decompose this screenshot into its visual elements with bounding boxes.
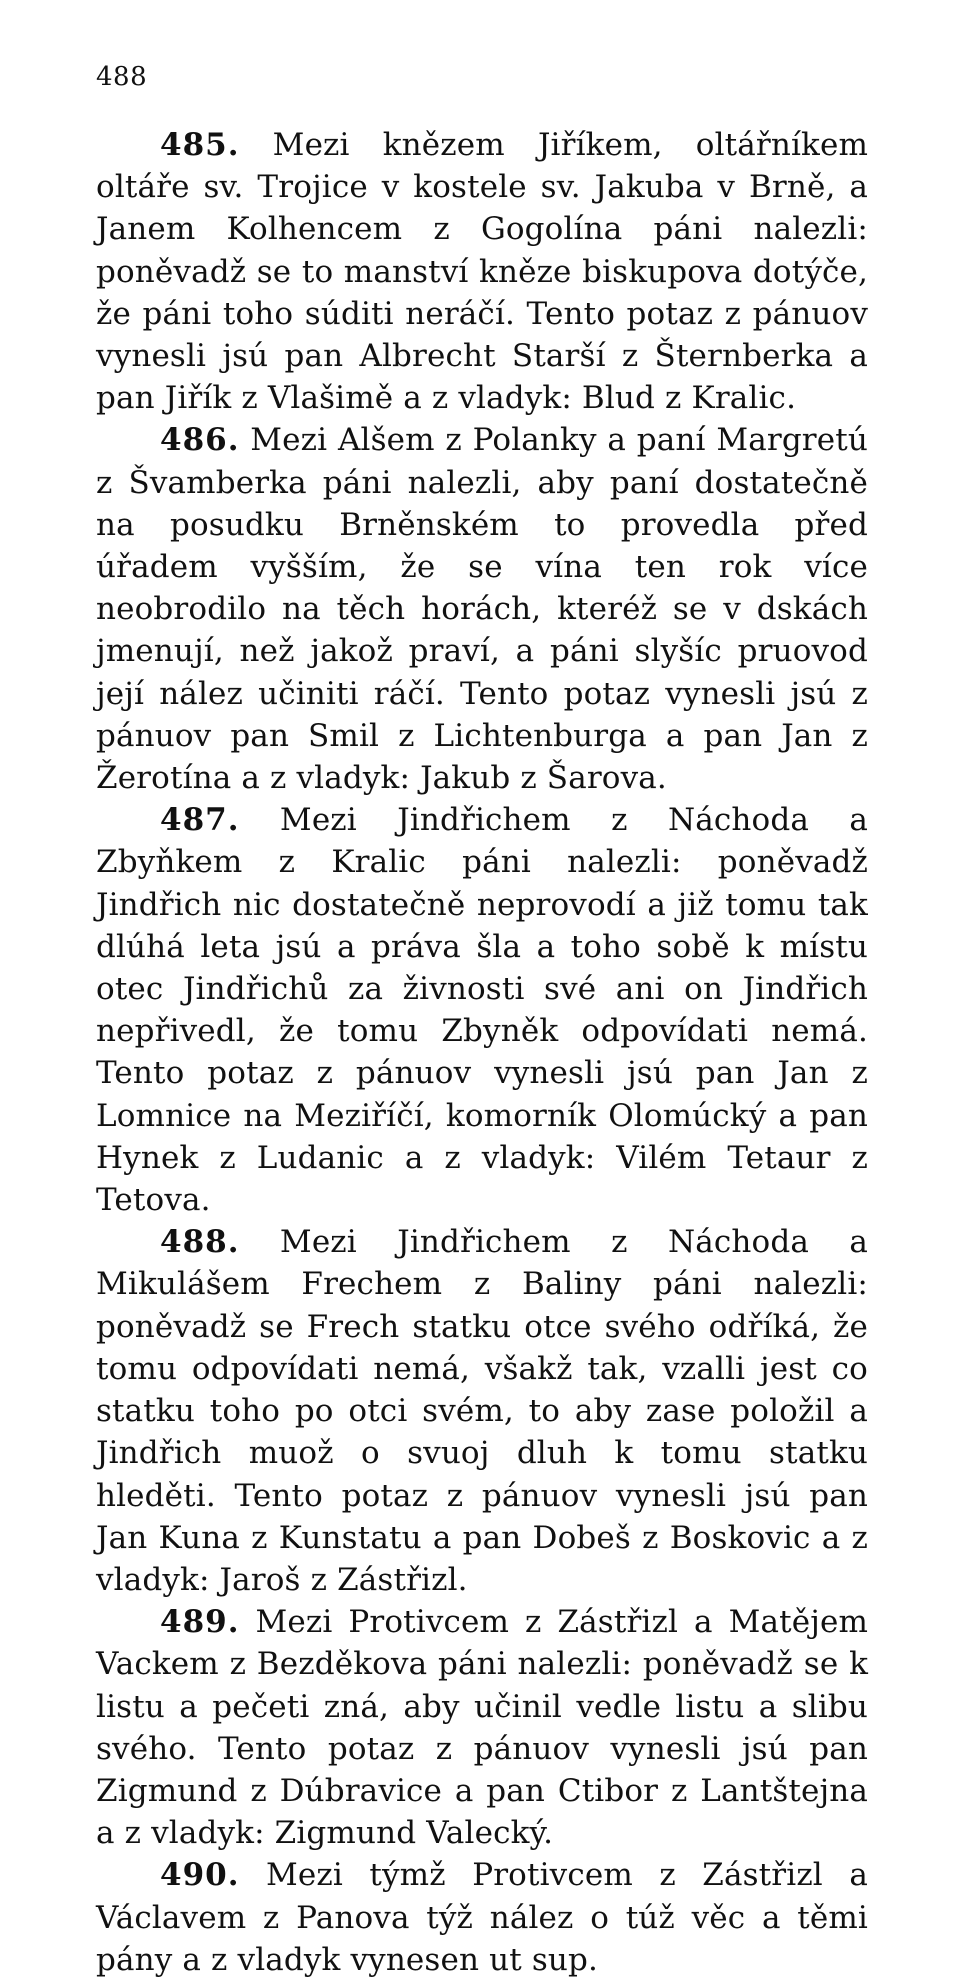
entry-number: 490. — [160, 1857, 240, 1894]
entry-text: Mezi Alšem z Polanky a paní Margretú z Švamberka páni nalezli, aby paní dostatečně na posudku Brněnském to provedla před úřadem vyšším, že se vína ten rok více neobrodilo na těch horách, kteréž se v dskách jmenují, než jakož praví, a páni slyšíc pruovod její nález učiniti ráčí. Tento potaz vynesli jsú z pánuov pan Smil z Lichtenburga a pan Jan z Žerotína a z vladyk: Jakub z Šarova. — [96, 422, 868, 797]
page-number: 488 — [96, 62, 148, 92]
entry-text: Mezi Jindřichem z Náchoda a Zbyňkem z Kralic páni nalezli: poněvadž Jindřich nic dostatečně neprovodí a již tomu tak dlúhá leta jsú a práva šla a toho sobě k místu otec Jindřichů za živnosti své ani on Jindřich nepřivedl, že tomu Zbyněk odpovídati nemá. Tento potaz z pánuov vynesli jsú pan Jan z Lomnice na Meziříčí, komorník Olomúcký a pan Hynek z Ludanic a z vladyk: Vilém Tetaur z Tetova. — [96, 802, 868, 1219]
entry-number: 488. — [160, 1224, 240, 1261]
entry-text: Mezi týmž Protivcem z Zástřizl a Václavem z Panova týž nález o túž věc a těmi pány a z vladyk vynesen ut sup. — [96, 1857, 868, 1978]
text-block — [96, 124, 868, 1981]
entry-text: Mezi Jindřichem z Náchoda a Mikulášem Frechem z Baliny páni nalezli: poněvadž se Frech statku otce svého odříká, že tomu odpovídati nemá, všakž tak, vzalli jest co statku toho po otci svém, to aby zase položil a Jindřich muož o svuoj dluh k tomu statku hleděti. Tento potaz z pánuov vynesli jsú pan Jan Kuna z Kunstatu a pan Dobeš z Boskovic a z vladyk: Jaroš z Zástřizl. — [96, 1224, 868, 1598]
entry-489 — [96, 1601, 868, 1854]
entry-490 — [96, 1854, 868, 1981]
entry-number: 485. — [160, 127, 240, 163]
entry-number: 487. — [160, 802, 240, 839]
entry-text: Mezi knězem Jiříkem, oltářníkem oltáře sv. Trojice v kostele sv. Jakuba v Brně, a Janem Kolhencem z Gogolína páni nalezli: poněvadž se to manství kněze biskupova dotýče, že páni toho súditi neráčí. Tento potaz z pánuov vynesli jsú pan Albrecht Starší z Šternberka a pan Jiřík z Vlašimě a z vladyk: Blud z Kralic. — [96, 127, 868, 417]
entry-text: Mezi Protivcem z Zástřizl a Matějem Vackem z Bezděkova páni nalezli: poněvadž se k listu a pečeti zná, aby učinil vedle listu a slibu svého. Tento potaz z pánuov vynesli jsú pan Zigmund z Dúbravice a pan Ctibor z Lantštejna a z vladyk: Zigmund Valecký. — [96, 1604, 868, 1852]
entry-488 — [96, 1221, 868, 1601]
entry-486 — [96, 419, 868, 799]
entry-number: 486. — [160, 422, 240, 459]
entry-487 — [96, 799, 868, 1221]
entry-number: 489. — [160, 1604, 240, 1641]
entry-485 — [96, 124, 868, 419]
